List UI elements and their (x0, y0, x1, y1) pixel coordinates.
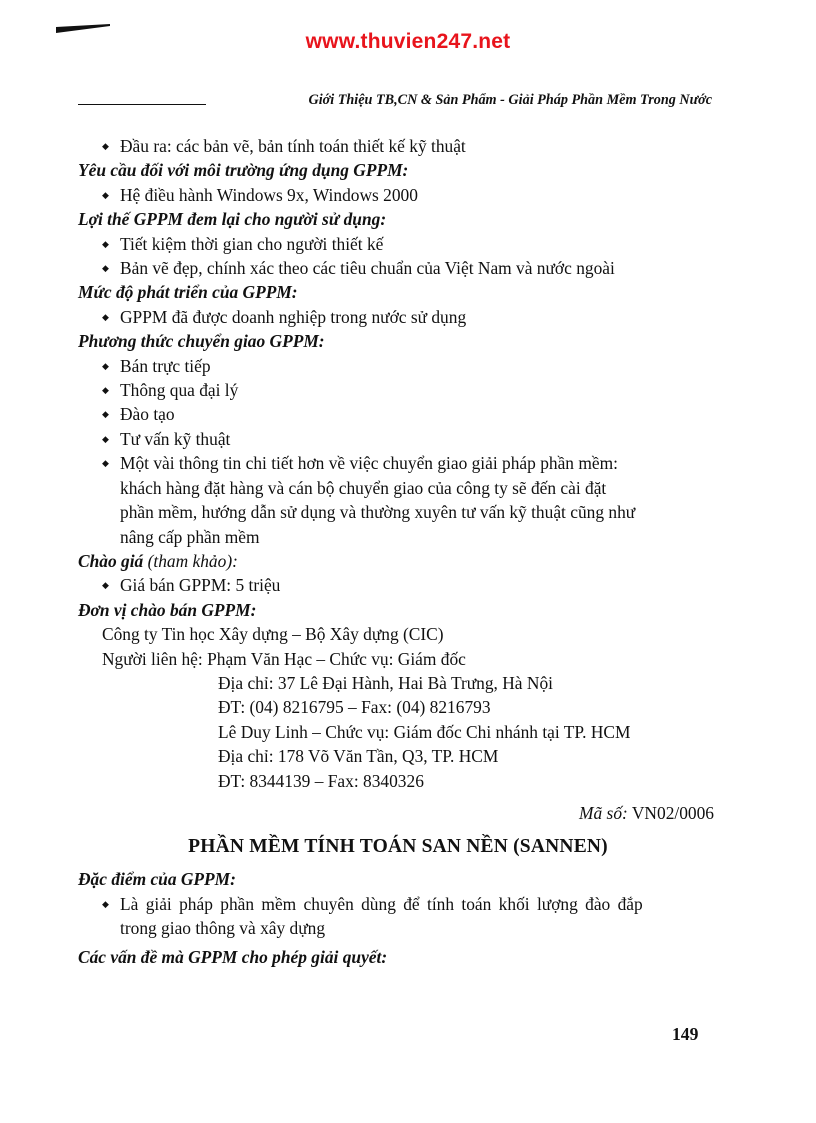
paragraph-line: phần mềm, hướng dẫn sử dụng và thường xuyên tư vấn kỹ thuật cũng như (120, 502, 636, 523)
paragraph-line: trong giao thông và xây dựng (120, 918, 326, 939)
product-code-label: Mã số: (579, 802, 628, 823)
product-title: PHẦN MỀM TÍNH TOÁN SAN NỀN (SANNEN) (188, 836, 608, 858)
section-heading-problems: Các vấn đề mà GPPM cho phép giải quyết: (78, 946, 388, 967)
section-heading: Yêu cầu đối với môi trường ứng dụng GPPM: (78, 160, 409, 181)
vendor-detail: Địa chỉ: 37 Lê Đại Hành, Hai Bà Trưng, Hà Nội (218, 672, 553, 693)
section-heading: Phương thức chuyển giao GPPM: (78, 331, 325, 352)
vendor-company: Công ty Tin học Xây dựng – Bộ Xây dựng (CIC) (102, 624, 444, 645)
bullet-item: ◆ Là giải pháp phần mềm chuyên dùng để tính toán khối lượng đào đắp (78, 892, 718, 916)
section-heading: Mức độ phát triển của GPPM: (78, 282, 298, 303)
running-head-text: Giới Thiệu TB,CN & Sản Phẩm - Giải Pháp Phần Mềm Trong Nước (308, 92, 712, 108)
sections-list (78, 134, 718, 451)
vendor-contact: Người liên hệ: Phạm Văn Hạc – Chức vụ: Giám đốc (102, 648, 466, 669)
bullet-item: ◆ GPPM đã được doanh nghiệp trong nước sử dụng (78, 305, 718, 329)
section-heading-vendor: Đơn vị chào bán GPPM: (78, 599, 257, 620)
watermark[interactable]: www.thuvien247.net (305, 30, 511, 53)
page-content (78, 134, 718, 969)
running-head-rule (78, 104, 206, 105)
section-heading: Lợi thế GPPM đem lại cho người sử dụng: (78, 209, 387, 230)
page-number: 149 (672, 1024, 699, 1044)
vendor-detail: ĐT: 8344139 – Fax: 8340326 (218, 770, 424, 791)
bullet-item: ◆ Bán trực tiếp (78, 354, 718, 378)
vendor-detail: Lê Duy Linh – Chức vụ: Giám đốc Chi nhánh tại TP. HCM (218, 721, 631, 742)
section-heading-features: Đặc điểm của GPPM: (78, 869, 236, 890)
bullet-item: ◆ Hệ điều hành Windows 9x, Windows 2000 (78, 183, 718, 207)
bullet-item: ◆ Bản vẽ đẹp, chính xác theo các tiêu chuẩn của Việt Nam và nước ngoài (78, 256, 718, 280)
bullet-item: ◆ Tư vấn kỹ thuật (78, 427, 718, 451)
running-head (78, 92, 714, 114)
bullet-item: ◆ Giá bán GPPM: 5 triệu (78, 573, 718, 597)
price-heading-note: (tham khảo): (147, 550, 238, 571)
vendor-detail: Địa chỉ: 178 Võ Văn Tần, Q3, TP. HCM (218, 746, 499, 767)
bullet-item: ◆ Tiết kiệm thời gian cho người thiết kế (78, 232, 718, 256)
product-code-value: VN02/0006 (631, 802, 714, 823)
bullet-item: ◆ Một vài thông tin chi tiết hơn về việc chuyển giao giải pháp phần mềm: (78, 451, 718, 475)
bullet-item: ◆ Thông qua đại lý (78, 378, 718, 402)
paragraph-line: khách hàng đặt hàng và cán bộ chuyển giao của công ty sẽ đến cài đặt (120, 477, 607, 498)
price-heading: Chào giá (78, 550, 144, 571)
vendor-detail: ĐT: (04) 8216795 – Fax: (04) 8216793 (218, 697, 491, 718)
paragraph-line: nâng cấp phần mềm (120, 526, 260, 547)
bullet-item: ◆ Đào tạo (78, 402, 718, 426)
bullet-item: ◆ Đầu ra: các bản vẽ, bản tính toán thiết kế kỹ thuật (78, 134, 718, 158)
section-heading-price (78, 549, 718, 573)
product-code (78, 801, 718, 825)
